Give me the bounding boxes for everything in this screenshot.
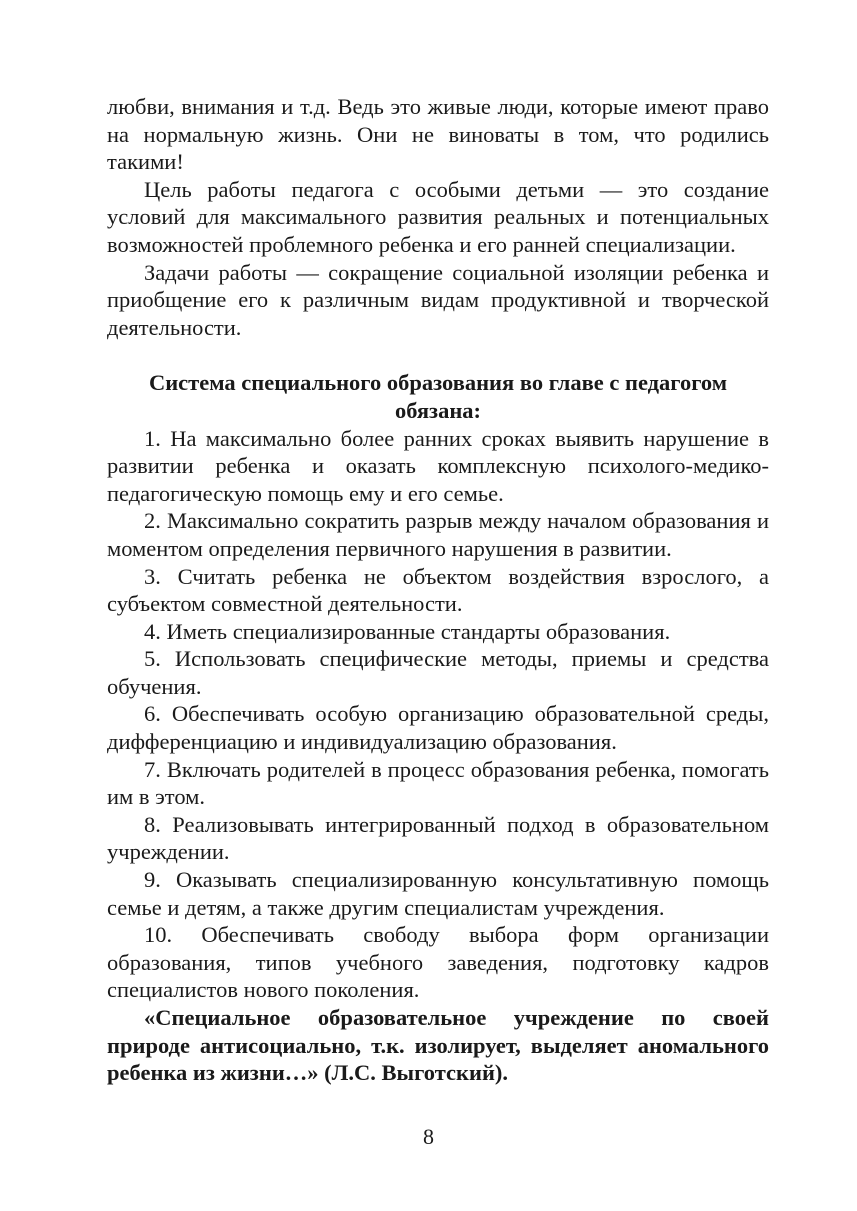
page-body	[107, 93, 769, 1087]
list-item: 8. Реализовывать интегрированный подход в образовательном учреждении.	[107, 811, 769, 865]
list-item: 6. Обеспечивать особую организацию образовательной среды, дифференциацию и индивидуализацию образования.	[107, 701, 769, 755]
list-item: 9. Оказывать специализированную консультативную помощь семье и детям, а также другим специалистам учреждения.	[107, 867, 769, 920]
paragraph-tasks: Задачи работы — сокращение социальной изоляции ребенка и приобщение его к различным видам продуктивной и творческой деятельности.	[107, 259, 769, 340]
list-item: 3. Считать ребенка не объектом воздействия взрослого, а субъектом совместной деятельности.	[107, 563, 769, 617]
list-item: 7. Включать родителей в процесс образования ребенка, помогать им в этом.	[107, 756, 769, 810]
list-item: 2. Максимально сократить разрыв между началом образования и моментом определения первичного нарушения в развитии.	[107, 508, 769, 561]
list-item: 10. Обеспечивать свободу выбора форм организации образования, типов учебного заведения, подготовку кадров специалистов нового поколения.	[107, 922, 769, 1003]
section-heading: Система специального образования во главе с педагогом обязана:	[148, 370, 728, 423]
quote-vygotsky: «Специальное образовательное учреждение по своей природе антисоциально, т.к. изолирует, выделяет аномального ребенка из жизни…» (Л.С. Выготский).	[107, 1005, 769, 1086]
list-item: 1. На максимально более ранних сроках выявить нарушение в развитии ребенка и оказать комплексную психолого-медико-педагогическую помощь ему и его семье.	[107, 425, 769, 506]
list-item: 4. Иметь специализированные стандарты образования.	[144, 618, 671, 644]
page-number: 8	[423, 1124, 434, 1149]
list-item: 5. Использовать специфические методы, приемы и средства обучения.	[107, 646, 769, 699]
paragraph-continuation: любви, внимания и т.д. Ведь это живые люди, которые имеют право на нормальную жизнь. Они не виноваты в том, что родились такими!	[107, 94, 769, 175]
paragraph-goal: Цель работы педагога с особыми детьми — это создание условий для максимального развития реальных и потенциальных возможностей проблемного ребенка и его ранней специализации.	[107, 176, 769, 257]
